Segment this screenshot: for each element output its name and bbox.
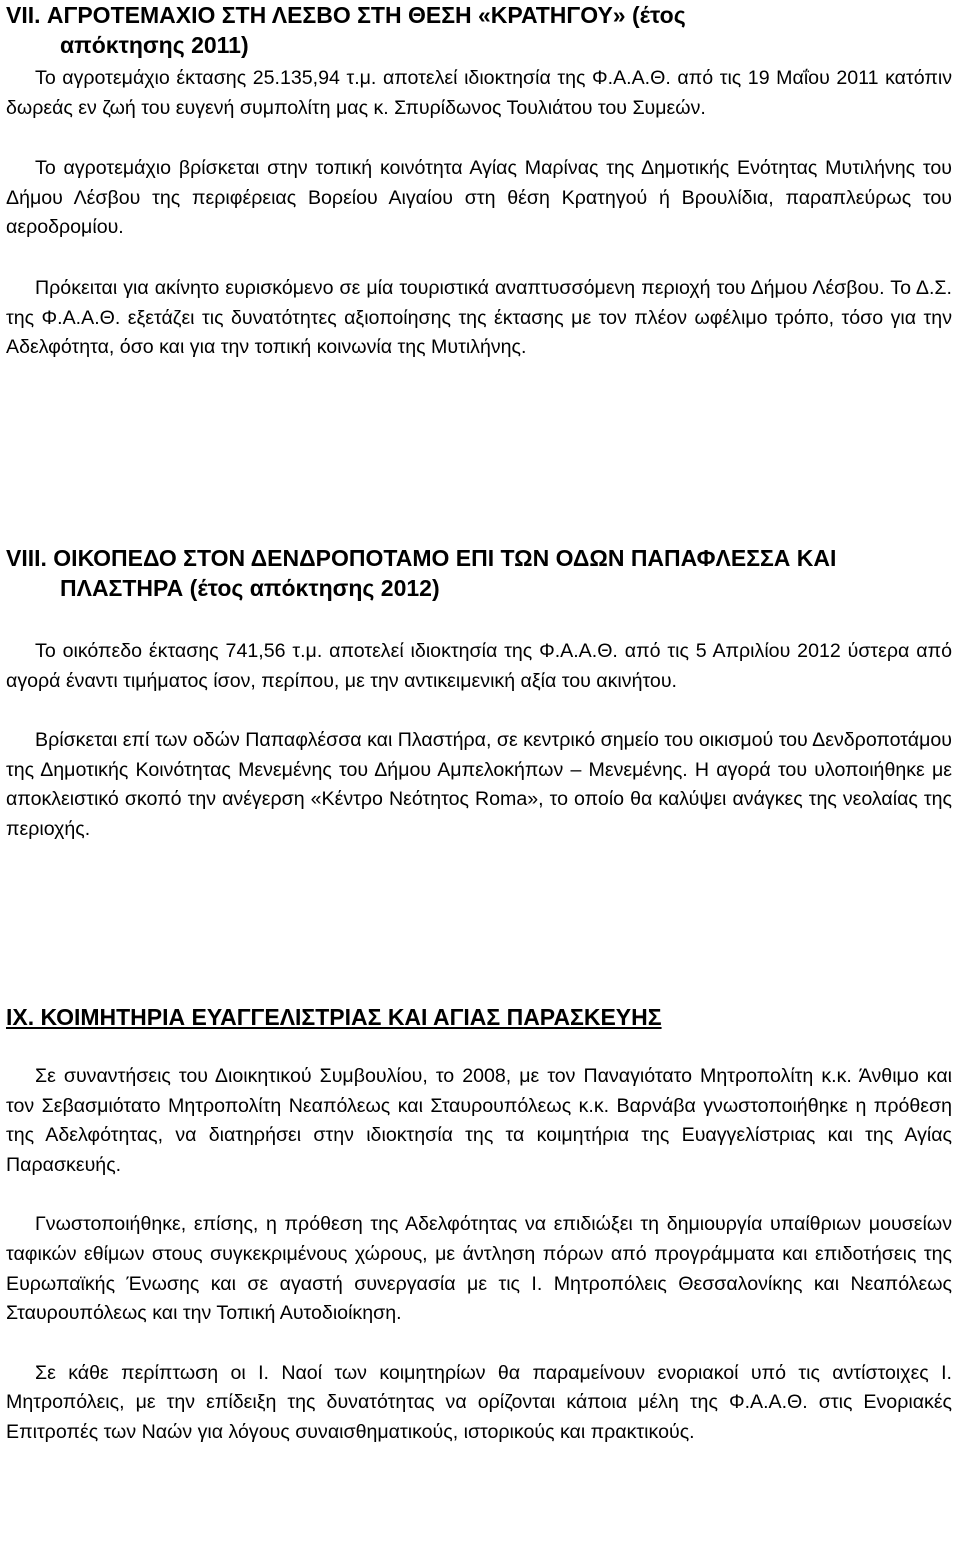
paragraph: Γνωστοποιήθηκε, επίσης, η πρόθεση της Αδελφότητας να επιδιώξει τη δημιουργία υπαίθριων μουσείων ταφικών εθίμων στους συγκεκριμένους χώρους, με άντληση πόρων από προγράμματα και επιδοτήσεις της Ευρωπαϊκής Ένωσης και σε αγαστή συνεργασία με τις Ι. Μητροπόλεις Θεσσαλονίκης και Νεαπόλεως Σταυρουπόλεως και την Τοπική Αυτοδιοίκηση. <box>6 1213 952 1325</box>
section-heading <box>6 0 952 60</box>
paragraph: Σε κάθε περίπτωση οι Ι. Ναοί των κοιμητηρίων θα παραμείνουν ενοριακοί υπό τις αντίστοιχες Ι. Μητροπόλεις, με την επίδειξη της δυνατότητας να ορίζονται κάποια μέλη της Φ.Α.Α.Θ. στις Ενοριακές Επιτροπές των Ναών για λόγους συναισθηματικούς, ιστορικούς και πρακτικούς. <box>6 1361 952 1443</box>
paragraph: Σε συναντήσεις του Διοικητικού Συμβουλίου, το 2008, με τον Παναγιότατο Μητροπολίτη κ.κ. Άνθιμο και τον Σεβασμιότατο Μητροπολίτη Νεαπόλεως και Σταυρουπόλεως κ.κ. Βαρνάβα γνωστοποιήθηκε η πρόθεση της Αδελφότητας, να διατηρήσει στην ιδιοκτησία της τα κοιμητήρια της Ευαγγελίστριας και της Αγίας Παρασκευής. <box>6 1065 952 1176</box>
section-heading-line1: IX. ΚΟΙΜΗΤΗΡΙΑ ΕΥΑΓΓΕΛΙΣΤΡΙΑΣ ΚΑΙ ΑΓΙΑΣ ΠΑΡΑΣΚΕΥΗΣ <box>6 1004 662 1030</box>
section-heading-line2: απόκτησης 2011) <box>60 32 249 58</box>
paragraph: Βρίσκεται επί των οδών Παπαφλέσσα και Πλαστήρα, σε κεντρικό σημείο του οικισμού του Δενδροποτάμου της Δημοτικής Κοινότητας Μενεμένης του Δήμου Αμπελοκήπων – Μενεμένης. Η αγορά του υλοποιήθηκε με αποκλειστικό σκοπό την ανέγερση «Κέντρο Νεότητος Roma», το οποίο θα καλύψει ανάγκες της νεολαίας της περιοχής. <box>6 729 952 840</box>
section-vii <box>6 0 952 363</box>
section-heading <box>6 1002 952 1032</box>
section-heading-line1: VII. ΑΓΡΟΤΕΜΑΧΙΟ ΣΤΗ ΛΕΣΒΟ ΣΤΗ ΘΕΣΗ «ΚΡΑΤΗΓΟΥ» (έτος <box>6 2 686 28</box>
section-heading-line2: ΠΛΑΣΤΗΡΑ (έτος απόκτησης 2012) <box>60 575 440 601</box>
paragraph: Το οικόπεδο έκτασης 741,56 τ.μ. αποτελεί ιδιοκτησία της Φ.Α.Α.Θ. από τις 5 Απριλίου 2012 ύστερα από αγορά έναντι τιμήματος ίσον, περίπου, με την αντικειμενική αξία του ακινήτου. <box>6 640 952 692</box>
section-heading <box>6 543 952 603</box>
paragraph: Πρόκειται για ακίνητο ευρισκόμενο σε μία τουριστικά αναπτυσσόμενη περιοχή του Δήμου Λέσβου. Το Δ.Σ. της Φ.Α.Α.Θ. εξετάζει τις δυνατότητες αξιοποίησης της έκτασης με τον πλέον ωφέλιμο τρόπο, τόσο για την Αδελφότητα, όσο και για την τοπική κοινωνία της Μυτιλήνης. <box>6 276 952 359</box>
section-ix <box>6 1002 952 1448</box>
section-heading-line1: VIII. ΟΙΚΟΠΕΔΟ ΣΤΟΝ ΔΕΝΔΡΟΠΟΤΑΜΟ ΕΠΙ ΤΩΝ ΟΔΩΝ ΠΑΠΑΦΛΕΣΣΑ ΚΑΙ <box>6 545 837 571</box>
paragraph: Το αγροτεμάχιο έκτασης 25.135,94 τ.μ. αποτελεί ιδιοκτησία της Φ.Α.Α.Θ. από τις 19 Μαΐου 2011 κατόπιν δωρεάς εν ζωή του ευγενή συμπολίτη μας κ. Σπυρίδωνος Τουλιάτου του Συμεών. <box>6 67 952 119</box>
section-viii <box>6 543 952 845</box>
paragraph: Το αγροτεμάχιο βρίσκεται στην τοπική κοινότητα Αγίας Μαρίνας της Δημοτικής Ενότητας Μυτιλήνης του Δήμου Λέσβου της περιφέρειας Βορείου Αιγαίου στη θέση Κρατηγού ή Βρουλίδια, παραπλεύρως του αεροδρομίου. <box>6 157 952 239</box>
